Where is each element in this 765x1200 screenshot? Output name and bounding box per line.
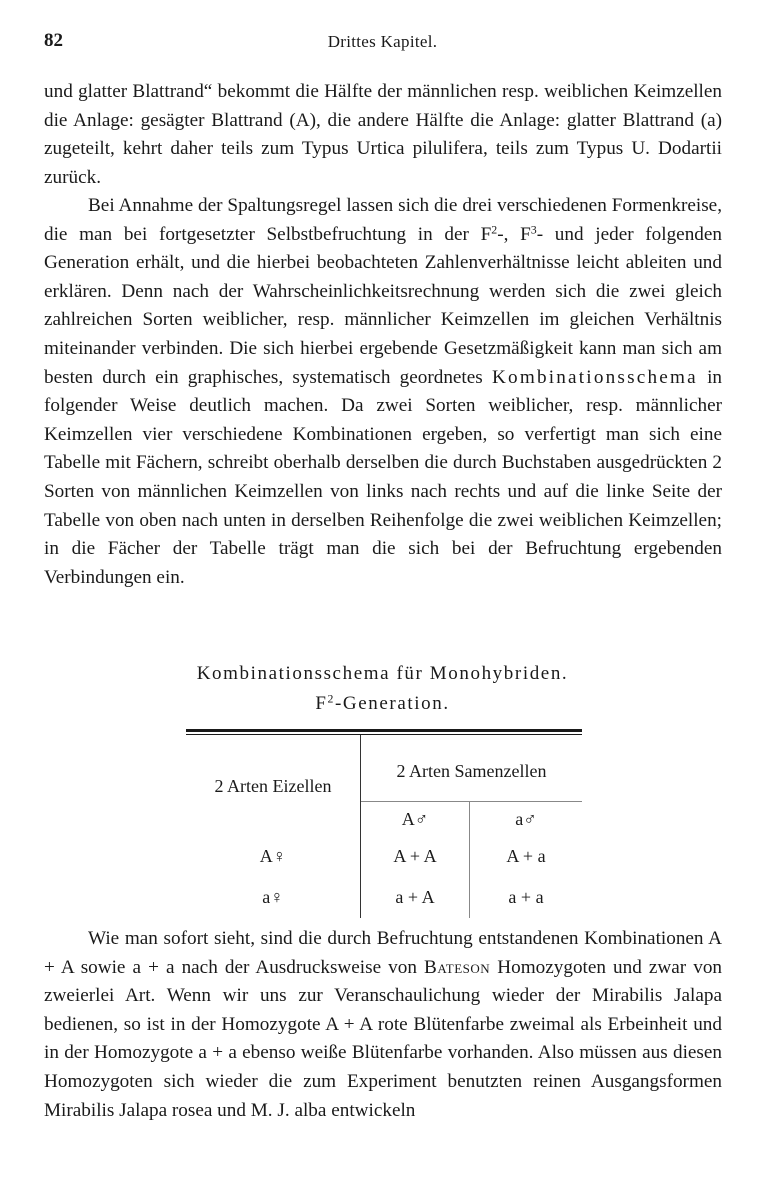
paragraph-2-part-c: - und jeder folgenden Generation erhält, und die hierbei beobachteten Zahlenverhältnisse leicht ableiten und erklären. Denn nach der Wahrscheinlichkeitsrechnung werden sich die zwei gleich zahlreichen Sorten weiblicher, resp. männlicher Keimzellen im gleichen Verhältnis miteinander verbinden. Die sich hierbei ergebende Gesetzmäßigkeit kann man sich am besten durch ein graphisches, systematisch geordnetes [44, 223, 722, 388]
table-cell: A + A [361, 836, 470, 876]
schema-subtitle: $F^2$-Generation. [315, 692, 450, 714]
schema-title: Kombinationsschema für Monohybriden. [196, 663, 569, 684]
eizellen-header: 2 Arten Eizellen [186, 735, 361, 836]
column-header-a-male: A♂ [361, 802, 470, 837]
paragraph-3 [44, 925, 722, 1125]
superscript: 3 [530, 222, 537, 237]
paragraph-2 [44, 192, 722, 592]
paragraph-3-part-a: Wie man sofort sieht, sind die durch Befruchtung entstandenen Kombinationen A + A sowie a + a nach der Ausdrucksweise von [44, 928, 722, 978]
spaced-term: Kombinationsschema [491, 366, 698, 388]
row-label-a-female: A♀ [186, 836, 361, 876]
paragraph-2-part-a: Bei Annahme der Spaltungsregel lassen sich die drei verschiedenen Formenkreise, die man bei fortgesetzter Selbstbefruchtung in der F [44, 195, 722, 245]
combination-table [186, 729, 582, 918]
paragraph-3-part-b: Homozygoten und zwar von zweierlei Art. Wenn wir uns zur Veranschaulichung wieder der Mirabilis Jalapa bedienen, so ist in der Homozygote A + A rote Blütenfarbe zweimal als Erbeinheit und in der Homozygote a + a ebenso weiße Blütenfarbe vorhanden. Also müssen aus diesen Homozygoten sich wieder die zum Experiment benutzten reinen Ausgangsformen Mirabilis Jalapa rosea und M. J. alba entwickeln [44, 956, 723, 1121]
paragraph-1-text: und glatter Blattrand“ bekommt die Hälfte der männlichen resp. weiblichen Keimzellen die Anlage: gesägter Blattrand (A), die andere Hälfte die Anlage: glatter Blattrand (a) zugeteilt, kehrt daher teils zum Typus Urtica pilulifera, teils zum Typus U. Dodartii zurück. [44, 81, 722, 188]
page-header [44, 30, 721, 58]
paragraph-1 [44, 78, 722, 192]
table-cell: a + a [508, 886, 544, 907]
column-header-a-small-male: a♂ [515, 808, 537, 829]
running-head: Drittes Kapitel. [327, 32, 438, 51]
row-label-a-small-female: a♀ [186, 876, 361, 918]
superscript: 2 [491, 222, 498, 237]
table-cell: a + A [361, 876, 470, 918]
page-number: 82 [44, 30, 63, 51]
paragraph-2-part-d: in folgender Weise deutlich machen. Da zwei Sorten weiblicher, resp. männlicher Keimzellen vier verschiedene Kombinationen ergeben, so verfertigt man sich eine Tabelle mit Fächern, schreibt oberhalb derselben die durch Buchstaben ausgedrückten 2 Sorten von männlichen Keimzellen von links nach rechts und auf die linke Seite der Tabelle von oben nach unten in derselben Reihenfolge die zwei weiblichen Keimzellen; in die Fächer der Tabelle trägt man die sich bei der Befruchtung ergebenden Verbindungen ein. [44, 366, 722, 588]
samenzellen-header: 2 Arten Samenzellen [361, 735, 583, 802]
paragraph-2-part-b: -, F [497, 223, 531, 245]
author-name: Bateson [424, 956, 491, 978]
table-cell: A + a [506, 845, 546, 866]
combination-grid [186, 735, 582, 918]
